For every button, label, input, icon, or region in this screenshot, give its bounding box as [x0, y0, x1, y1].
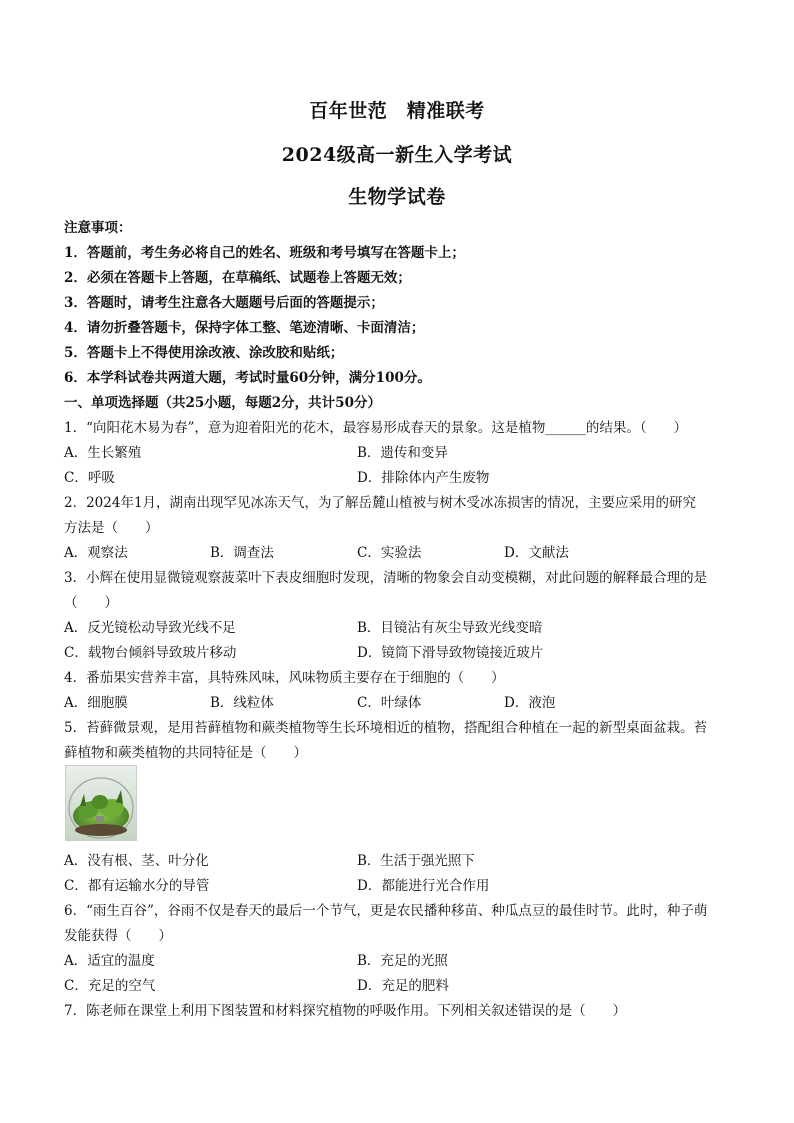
question-4-stem: 4．番茄果实营养丰富，具特殊风味，风味物质主要存在于细胞的（ ） — [64, 670, 505, 686]
option-a: A．没有根、茎、叶分化 — [64, 853, 209, 869]
note-item: 2．必须在答题卡上答题，在草稿纸、试题卷上答题无效； — [64, 270, 411, 286]
option-b: B．生活于强光照下 — [357, 853, 475, 869]
note-item: 4．请勿折叠答题卡，保持字体工整、笔迹清晰、卡面清洁； — [64, 320, 425, 336]
question-3-stem-cont: （ ） — [64, 595, 118, 611]
option-c: C．叶绿体 — [357, 695, 422, 711]
option-d: D．充足的肥料 — [357, 978, 449, 994]
note-item: 5．答题卡上不得使用涂改液、涂改胶和贴纸； — [64, 345, 344, 361]
exam-series-title: 百年世范 精准联考 — [309, 100, 485, 122]
option-b: B．调查法 — [210, 545, 274, 561]
option-d: D．液泡 — [504, 695, 556, 711]
option-c: C．呼吸 — [64, 470, 115, 486]
option-b: B．充足的光照 — [357, 953, 448, 969]
option-d: D．排除体内产生废物 — [357, 470, 490, 486]
note-item: 3．答题时，请考生注意各大题题号后面的答题提示； — [64, 295, 384, 311]
moss-terrarium-image — [66, 766, 136, 840]
question-2-stem: 2．2024年1月，湖南出现罕见冰冻天气，为了解岳麓山植被与树木受冰冻损害的情况，主要应采用的研究 — [64, 495, 697, 511]
option-c: C．实验法 — [357, 545, 422, 561]
option-a: A．生长繁殖 — [64, 445, 142, 461]
option-a: A．反光镜松动导致光线不足 — [64, 620, 236, 636]
moss-terrarium-photo — [65, 765, 137, 841]
notes-heading: 注意事项： — [64, 220, 132, 236]
option-b: B．遗传和变异 — [357, 445, 448, 461]
option-c: C．载物台倾斜导致玻片移动 — [64, 645, 237, 661]
option-a: A．适宜的温度 — [64, 953, 155, 969]
question-6-stem-cont: 发能获得（ ） — [64, 928, 172, 944]
question-7-stem: 7．陈老师在课堂上利用下图装置和材料探究植物的呼吸作用。下列相关叙述错误的是（ ） — [64, 1003, 627, 1019]
section-heading: 一、单项选择题（共25小题，每题2分，共计50分） — [64, 395, 381, 411]
question-5-stem-cont: 藓植物和蕨类植物的共同特征是（ ） — [64, 745, 307, 761]
option-d: D．镜筒下滑导致物镜接近玻片 — [357, 645, 544, 661]
option-b: B．目镜沾有灰尘导致光线变暗 — [357, 620, 543, 636]
note-item: 6．本学科试卷共两道大题，考试时量60分钟，满分100分。 — [64, 370, 431, 386]
question-2-stem-cont: 方法是（ ） — [64, 520, 159, 536]
question-5-stem: 5．苔藓微景观，是用苔藓植物和蕨类植物等生长环境相近的植物，搭配组合种植在一起的新型桌面盆栽。苔 — [64, 720, 708, 736]
question-6-stem: 6．“雨生百谷”，谷雨不仅是春天的最后一个节气，更是农民播种移苗、种瓜点豆的最佳时节。此时，种子萌 — [64, 903, 708, 919]
exam-name-title: 2024级高一新生入学考试 — [281, 144, 513, 166]
option-c: C．都有运输水分的导管 — [64, 878, 210, 894]
question-3-stem: 3．小辉在使用显微镜观察菠菜叶下表皮细胞时发现，清晰的物象会自动变模糊，对此问题的解释最合理的是 — [64, 570, 708, 586]
option-a: A．细胞膜 — [64, 695, 128, 711]
question-1-stem: 1．“向阳花木易为春”，意为迎着阳光的花木，最容易形成春天的景象。这是植物______的结果。（ ） — [64, 420, 688, 436]
option-d: D．都能进行光合作用 — [357, 878, 490, 894]
option-d: D．文献法 — [504, 545, 569, 561]
subject-title: 生物学试卷 — [348, 186, 446, 208]
note-item: 1．答题前，考生务必将自己的姓名、班级和考号填写在答题卡上； — [64, 245, 465, 261]
option-c: C．充足的空气 — [64, 978, 156, 994]
option-a: A．观察法 — [64, 545, 128, 561]
option-b: B．线粒体 — [210, 695, 274, 711]
